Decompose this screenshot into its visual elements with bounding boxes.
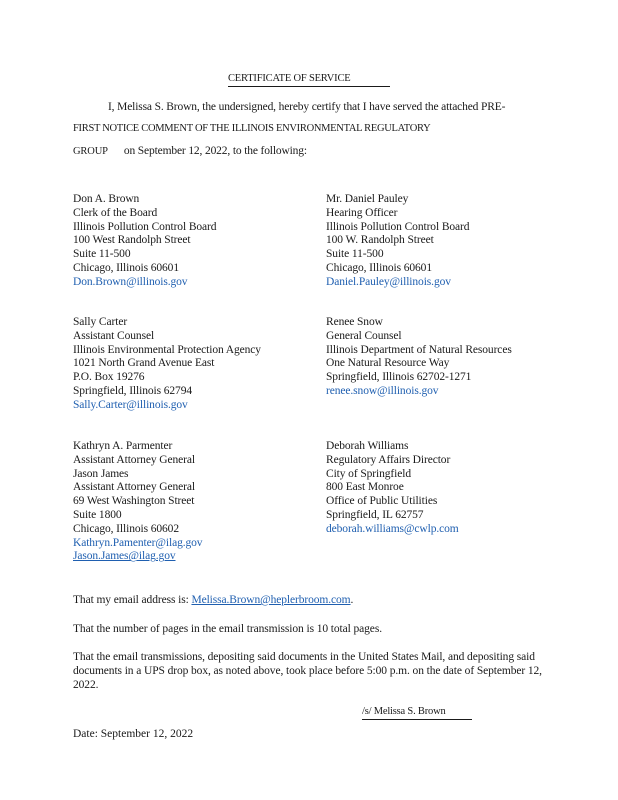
- recipient-line: Jason James: [73, 467, 129, 480]
- recipient-line: 800 East Monroe: [326, 481, 404, 494]
- recipient-line: Deborah Williams: [326, 440, 409, 452]
- sender-email-link[interactable]: Melissa.Brown@heplerbroom.com: [191, 594, 351, 606]
- document-title: CERTIFICATE OF SERVICE: [228, 73, 390, 87]
- recipient-block-don-brown: [73, 193, 216, 290]
- recipient-line: P.O. Box 19276: [73, 371, 145, 384]
- intro-line-1: I, Melissa S. Brown, the undersigned, hereby certify that I have served the attached PRE-: [108, 101, 506, 113]
- recipient-line: Assistant Counsel: [73, 329, 155, 342]
- recipient-email-link[interactable]: deborah.williams@cwlp.com: [326, 522, 459, 535]
- recipient-line: Sally Carter: [73, 316, 128, 328]
- recipient-email-link[interactable]: Kathryn.Pamenter@ilag.gov: [73, 536, 203, 549]
- recipient-line: Chicago, Illinois 60601: [73, 261, 179, 274]
- recipient-line: Assistant Attorney General: [73, 453, 195, 466]
- recipient-line: Suite 1800: [73, 508, 122, 521]
- recipient-line: Renee Snow: [326, 316, 383, 328]
- recipient-line: Office of Public Utilities: [326, 495, 438, 508]
- recipient-line: 1021 North Grand Avenue East: [73, 357, 215, 370]
- recipient-line: General Counsel: [326, 329, 402, 342]
- recipient-line: Hearing Officer: [326, 206, 398, 219]
- recipient-line: Illinois Pollution Control Board: [73, 220, 217, 233]
- intro-line-3-rest: on September 12, 2022, to the following:: [123, 145, 307, 157]
- recipient-block-daniel-pauley: [326, 193, 469, 290]
- recipient-line: Springfield, Illinois 62702-1271: [326, 371, 472, 384]
- recipient-line: Mr. Daniel Pauley: [326, 193, 409, 205]
- recipient-line: City of Springfield: [326, 467, 411, 480]
- recipient-line: Illinois Pollution Control Board: [326, 220, 470, 233]
- pages-statement: That the number of pages in the email transmission is 10 total pages.: [73, 623, 382, 635]
- recipient-line: 69 West Washington Street: [73, 495, 195, 508]
- recipient-block-renee-snow: [326, 316, 512, 399]
- recipient-line: Kathryn A. Parmenter: [73, 440, 173, 452]
- recipient-line: Don A. Brown: [73, 193, 140, 205]
- intro-line-2: FIRST NOTICE COMMENT OF THE ILLINOIS ENVIRONMENTAL REGULATORY: [73, 123, 431, 134]
- recipient-line: Springfield, Illinois 62794: [73, 384, 193, 397]
- recipient-line: 100 West Randolph Street: [73, 234, 191, 247]
- recipient-block-kathryn-parmenter: [73, 440, 202, 564]
- recipient-line: Chicago, Illinois 60602: [73, 522, 179, 535]
- recipient-line: One Natural Resource Way: [326, 357, 450, 370]
- recipient-block-sally-carter: [73, 316, 261, 413]
- recipient-email-link[interactable]: Sally.Carter@illinois.gov: [73, 398, 188, 411]
- recipient-email-link[interactable]: renee.snow@illinois.gov: [326, 384, 439, 397]
- recipient-line: Illinois Environmental Protection Agency: [73, 343, 261, 356]
- recipient-line: Suite 11-500: [73, 248, 131, 261]
- email-statement: [73, 593, 353, 607]
- recipient-block-deborah-williams: [326, 440, 459, 537]
- recipient-line: Assistant Attorney General: [73, 481, 195, 494]
- recipient-email-link[interactable]: Daniel.Pauley@illinois.gov: [326, 275, 451, 288]
- recipient-line: 100 W. Randolph Street: [326, 234, 434, 247]
- email-statement-suffix: .: [350, 594, 354, 606]
- intro-group-word: GROUP: [73, 146, 108, 157]
- recipient-line: Clerk of the Board: [73, 206, 158, 219]
- email-statement-prefix: That my email address is:: [73, 594, 192, 606]
- recipient-email-link[interactable]: Jason.James@ilag.gov: [73, 550, 176, 563]
- recipient-line: Regulatory Affairs Director: [326, 453, 451, 466]
- date-line: Date: September 12, 2022: [73, 728, 194, 740]
- intro-line-3: [73, 145, 307, 157]
- recipient-line: Illinois Department of Natural Resources: [326, 343, 512, 356]
- recipient-email-link[interactable]: Don.Brown@illinois.gov: [73, 275, 188, 288]
- recipient-line: Suite 11-500: [326, 248, 384, 261]
- transmission-statement: That the email transmissions, depositing said documents in the United States Mail, and depositing said documents in a UPS drop box, as noted above, took place before 5:00 p.m. on the date of September 12, 2022.: [73, 651, 542, 691]
- signature-line: /s/ Melissa S. Brown: [362, 706, 472, 720]
- recipient-line: Springfield, IL 62757: [326, 508, 424, 521]
- recipient-line: Chicago, Illinois 60601: [326, 261, 432, 274]
